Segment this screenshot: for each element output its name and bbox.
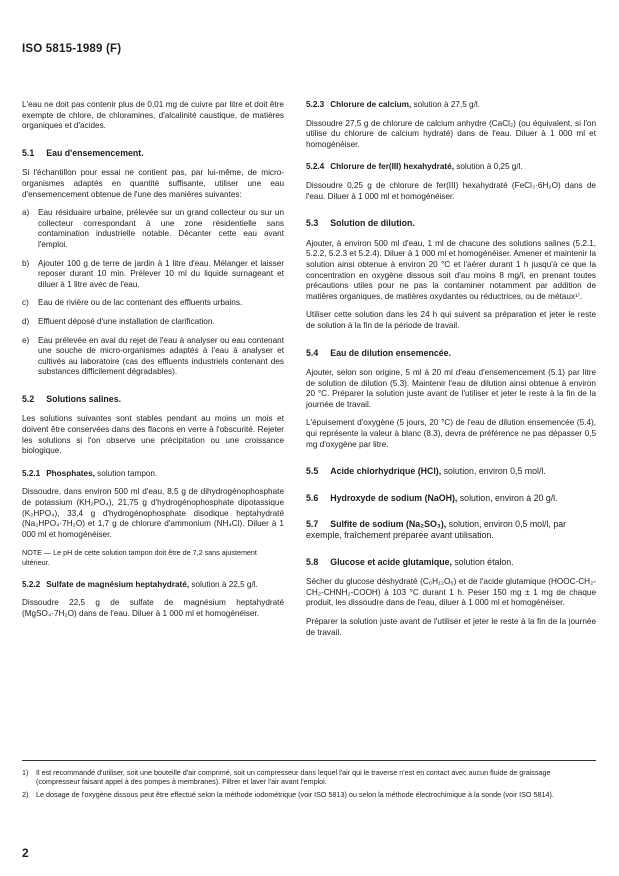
list-item: d) Effluent déposé d'une installation de clarification. <box>22 316 215 326</box>
footnote: 2) Le dosage de l'oxygène dissous peut être effectué selon la méthode iodométrique (voir ISO 5813) ou selon la méthode électrochimique à la sonde (voir ISO 5814). <box>22 789 554 799</box>
section-5-2-3-paragraph: Dissoudre 27,5 g de chlorure de calcium anhydre (CaCl₂) (ou équivalent, si l'on utilise du chlorure de calcium hydraté) dans de l'eau. Diluer à 1 000 ml et homogénéiser. <box>306 118 596 149</box>
section-5-2-3-heading: 5.2.3 Chlorure de calcium, solution à 27,5 g/l. <box>306 100 480 109</box>
section-5-1-paragraph: Si l'échantillon pour essai ne contient pas, par lui-même, de micro-organismes adaptés en quantité suffisante, utiliser une eau d'ensemencement obtenue de l'une des manières suivantes: <box>22 168 284 199</box>
section-5-8-heading: 5.8 Glucose et acide glutamique, solution étalon. <box>306 556 514 567</box>
list-item: a) Eau résiduaire urbaine, prélevée sur un grand collecteur ou sur un collecteur correspondant à une zone résidentielle sans contamination industrielle notable. Décanter cette eau avant l'emploi. <box>22 208 284 249</box>
footnote: 1) Il est recommandé d'utiliser, soit une bouteille d'air comprimé, soit un compresseur dans lequel l'air qui le traverse n'est en contact avec aucun fluide de graissage (compresseur faisant appel à des pompes à membranes). Filtrer et laver l'air avant l'emploi. <box>22 768 551 787</box>
list-item: b) Ajouter 100 g de terre de jardin à 1 litre d'eau. Mélanger et laisser reposer durant 10 min. Prélever 10 ml du liquide surnageant et diluer à 1 litre avec de l'eau. <box>22 258 284 289</box>
section-5-1-heading: 5.1 Eau d'ensemencement. <box>22 147 144 158</box>
section-5-2-paragraph: Les solutions suivantes sont stables pendant au moins un mois et doivent être conservées dans des flacons en verre à l'obscurité. Rejeter les solutions si l'on observe une précipitation ou une croissance biologique. <box>22 414 284 456</box>
section-5-8-paragraph: Préparer la solution juste avant de l'utiliser et jeter le reste à la fin de la journée de travail. <box>306 617 596 637</box>
section-5-7-heading: 5.7 Sulfite de sodium (Na₂SO₃), solution, environ 0,5 mol/l, par exemple, fraîchement préparée avant utilisation. <box>306 519 567 541</box>
list-item: e) Eau prélevée en aval du rejet de l'eau à analyser ou eau contenant une souche de micro-organismes adaptés à l'eau à analyser et cultivés au laboratoire (cas des effluents industriels contenant des substances difficilement dégradables). <box>22 335 284 377</box>
section-5-3-heading: 5.3 Solution de dilution. <box>306 218 415 229</box>
section-5-3-paragraph: Utiliser cette solution dans les 24 h qui suivent sa préparation et jeter le reste de solution à la fin de la période de travail. <box>306 310 596 330</box>
right-column <box>306 100 596 646</box>
footnotes <box>22 768 596 802</box>
note: NOTE — Le pH de cette solution tampon doit être de 7,2 sans ajustement ultérieur. <box>22 548 257 567</box>
section-5-2-2-heading: 5.2.2 Sulfate de magnésium heptahydraté, solution à 22,5 g/l. <box>22 579 258 589</box>
page-number: 2 <box>22 846 29 860</box>
section-5-2-1-paragraph: Dissoudre, dans environ 500 ml d'eau, 8,5 g de dihydrogénophosphate de potassium (KH₂PO₄), 21,75 g d'hydrogénophosphate dipotassique (K₂HPO₄), 33,4 g d'hydrogénophosphate disodique heptahydraté (Na₂HPO₄·7H₂O) et 1,7 g de chlorure d'ammonium (NH₄Cl). Diluer à 1 000 ml et homogénéiser. <box>22 487 284 539</box>
section-5-3-paragraph: Ajouter, à environ 500 ml d'eau, 1 ml de chacune des solutions salines (5.2.1, 5.2.2, 5.2.3 et 5.2.4). Diluer à 1 000 ml et homogénéiser. Amener et maintenir la solution ainsi obtenue à environ 20 °C et l'aérer durant 1 h jusqu'à ce que la concentration en oxygène dissous soit d'au moins 8 mg/l, en prenant toutes précautions utiles pour ne pas la contaminer notamment par addition de matières organiques, de matières oxydantes ou réductrices, ou de métaux¹⁾. <box>306 238 596 301</box>
intro-paragraph: L'eau ne doit pas contenir plus de 0,01 mg de cuivre par litre et doit être exempte de chlore, de chloramines, d'alcalinité caustique, de matières organiques et d'acides. <box>22 100 284 131</box>
footnote-divider <box>22 760 596 761</box>
list-item: c) Eau de rivière ou de lac contenant des effluents urbains. <box>22 298 243 308</box>
standard-header: ISO 5815-1989 (F) <box>22 43 122 55</box>
section-5-2-2-paragraph: Dissoudre 22,5 g de sulfate de magnésium heptahydraté (MgSO₄·7H₂O) dans de l'eau. Diluer à 1 000 ml et homogénéiser. <box>22 598 284 618</box>
section-5-2-1-heading: 5.2.1 Phosphates, solution tampon. <box>22 468 158 478</box>
section-5-6-heading: 5.6 Hydroxyde de sodium (NaOH), solution, environ à 20 g/l. <box>306 492 558 503</box>
section-5-5-heading: 5.5 Acide chlorhydrique (HCl), solution, environ 0,5 mol/l. <box>306 466 546 477</box>
section-5-4-heading: 5.4 Eau de dilution ensemencée. <box>306 347 451 358</box>
section-5-8-paragraph: Sécher du glucose déshydraté (C₆H₁₂O₆) et de l'acide glutamique (HOOC-CH₂-CH₂-CHNH₂-COOH) à 103 °C durant 1 h. Peser 150 mg ± 1 mg de chaque produit, les dissoudre dans de l'eau, diluer à 1 000 ml et homogénéiser. <box>306 577 596 608</box>
section-5-2-4-heading: 5.2.4 Chlorure de fer(III) hexahydraté, solution à 0,25 g/l. <box>306 162 523 172</box>
section-5-2-4-paragraph: Dissoudre 0,25 g de chlorure de fer(III) hexahydraté (FeCl₃·6H₂O) dans de l'eau. Diluer à 1 000 ml et homogénéiser. <box>306 180 596 201</box>
left-column <box>22 100 284 627</box>
section-5-4-paragraph: Ajouter, selon son origine, 5 ml à 20 ml d'eau d'ensemencement (5.1) par litre de solution de dilution (5.3). Maintenir l'eau de dilution ainsi obtenue à environ 20 °C. Préparer la solution juste avant de l'utiliser et jeter le reste à la fin de la journée de travail. <box>306 368 596 409</box>
section-5-4-paragraph: L'épuisement d'oxygène (5 jours, 20 °C) de l'eau de dilution ensemencée (5.4), qui représente la valeur à blanc (8.3), devra de préférence ne pas dépasser 0,5 mg d'oxygène par litre. <box>306 418 596 449</box>
section-5-2-heading: 5.2 Solutions salines. <box>22 393 122 404</box>
